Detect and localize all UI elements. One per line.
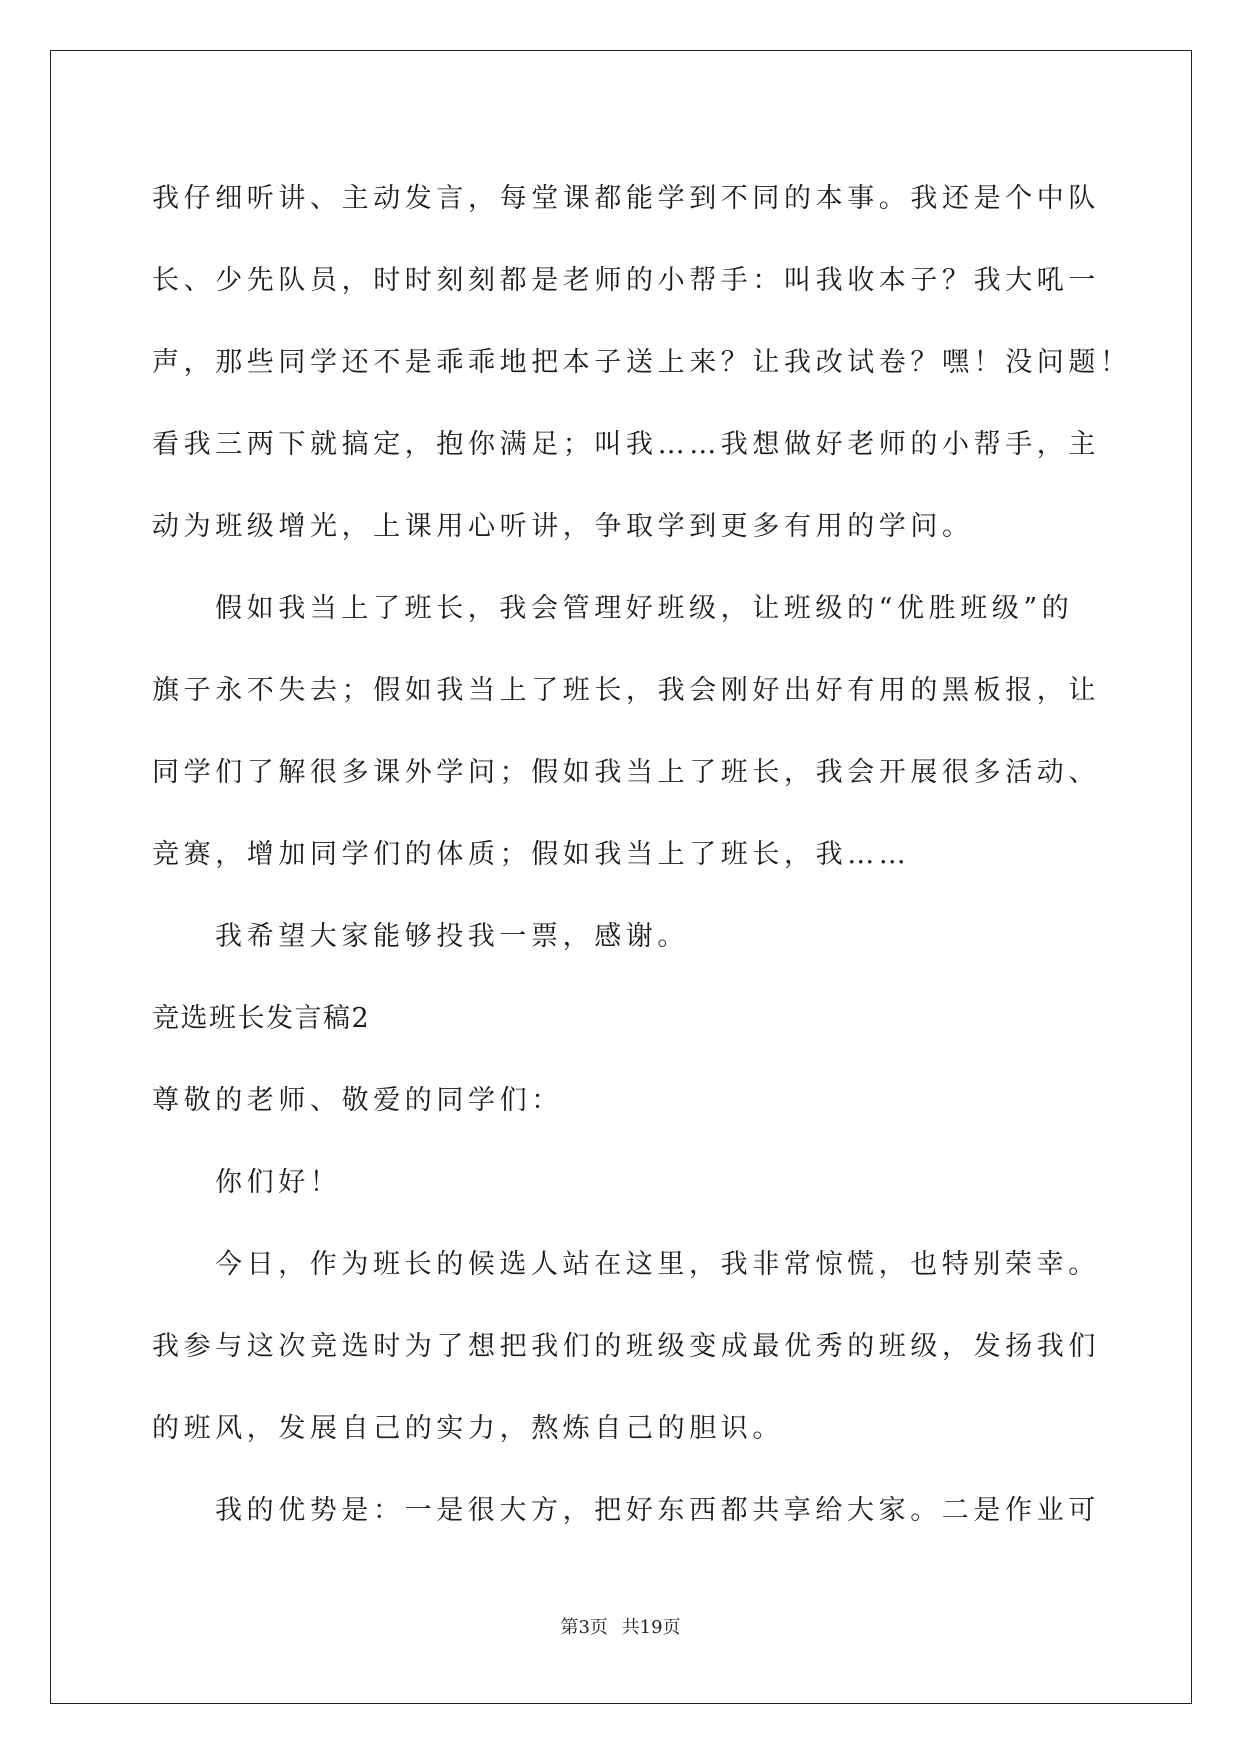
- greeting: 你们好！: [215, 1167, 342, 1198]
- text-line-16: 的班风，发展自己的实力，熬炼自己的胆识。: [152, 1413, 784, 1444]
- section-heading: 竞选班长发言稿2: [152, 1003, 371, 1034]
- text-line-8: 同学们了解很多课外学问；假如我当上了班长，我会开展很多活动、: [152, 757, 1100, 788]
- text-line-6: 假如我当上了班长，我会管理好班级，让班级的“优胜班级”的: [215, 593, 1074, 624]
- text-line-14: 今日，作为班长的候选人站在这里，我非常惊慌，也特别荣幸。: [215, 1249, 1100, 1280]
- page-footer: [0, 1613, 1241, 1639]
- text-line-2: 长、少先队员，时时刻刻都是老师的小帮手：叫我收本子？我大吼一: [152, 265, 1100, 296]
- document-body: [152, 158, 1132, 1552]
- text-line-9: 竞赛，增加同学们的体质；假如我当上了班长，我……: [152, 839, 911, 870]
- text-line-17: 我的优势是：一是很大方，把好东西都共享给大家。二是作业可: [215, 1495, 1100, 1526]
- text-line-15: 我参与这次竞选时为了想把我们的班级变成最优秀的班级，发扬我们: [152, 1331, 1100, 1362]
- page-total: 共19页: [621, 1617, 681, 1638]
- text-line-3: 声，那些同学还不是乖乖地把本子送上来？让我改试卷？嘿！没问题！: [152, 347, 1132, 378]
- text-line-1: 我仔细听讲、主动发言，每堂课都能学到不同的本事。我还是个中队: [152, 183, 1100, 214]
- text-line-4: 看我三两下就搞定，抱你满足；叫我……我想做好老师的小帮手，主: [152, 429, 1100, 460]
- text-line-10: 我希望大家能够投我一票，感谢。: [215, 921, 689, 952]
- text-line-5: 动为班级增光，上课用心听讲，争取学到更多有用的学问。: [152, 511, 974, 542]
- page-number: 第3页: [560, 1617, 608, 1638]
- salutation: 尊敬的老师、敬爱的同学们：: [152, 1085, 563, 1116]
- text-line-7: 旗子永不失去；假如我当上了班长，我会刚好出好有用的黑板报，让: [152, 675, 1100, 706]
